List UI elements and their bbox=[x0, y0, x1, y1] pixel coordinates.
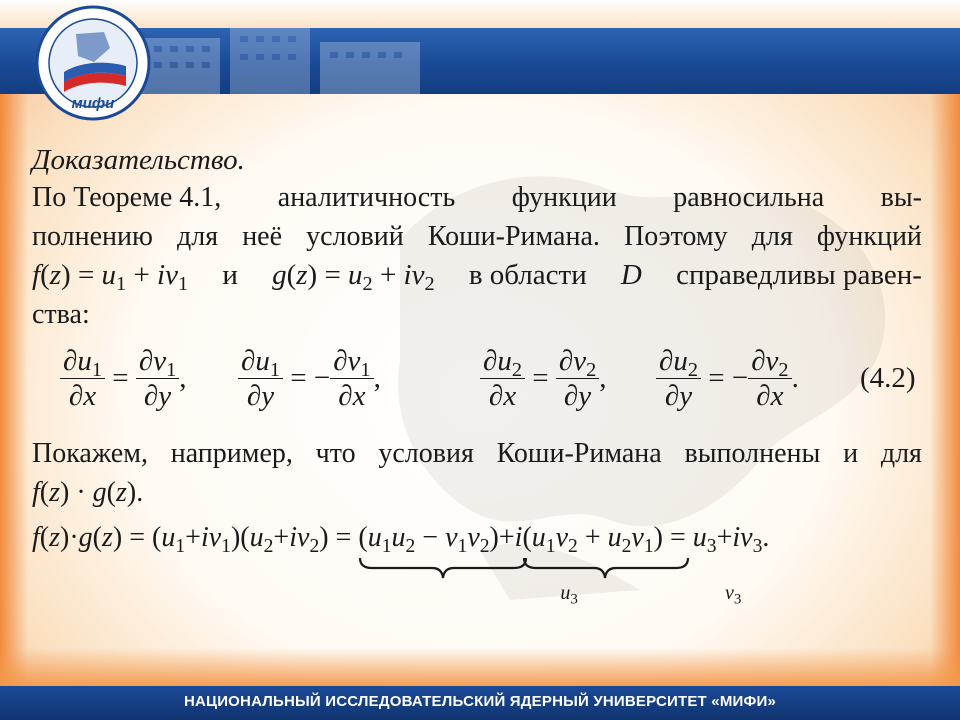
text-line-1: По Теореме 4.1, аналитичность функции равносильна вы- bbox=[32, 182, 922, 213]
footer-university-name: НАЦИОНАЛЬНЫЙ ИССЛЕДОВАТЕЛЬСКИЙ ЯДЕРНЫЙ УНИВЕРСИТЕТ «МИФИ» bbox=[183, 692, 777, 710]
imag-part-group: $(u_1v_2 + u_2v_1)$ $v_3$ bbox=[522, 522, 663, 554]
u3-label: $u_3$ bbox=[560, 582, 578, 608]
building-image bbox=[110, 28, 430, 94]
v3-label: $v_3$ bbox=[725, 582, 742, 608]
proof-paragraph bbox=[32, 178, 922, 334]
equation-number: (4.2) bbox=[860, 361, 916, 394]
show-line-2: f(z) · g(z). bbox=[32, 477, 144, 508]
proof-content bbox=[32, 142, 922, 608]
cr-equation-3: $\frac{\partial u_2}{\partial x}$ = $\frac{\partial v_2}{\partial y}$ , bbox=[480, 338, 606, 418]
footer-bar bbox=[0, 686, 960, 720]
underbrace-u3 bbox=[358, 556, 528, 580]
f-definition: $f(z) = u_1 + iv_1$ bbox=[32, 259, 189, 296]
underbrace-v3 bbox=[522, 556, 690, 580]
mephi-logo bbox=[34, 4, 152, 122]
product-equation: $f(z)\cdot g(z) = (u_1+iv_1)(u_2+iv_2) = (u_1u_2 - v_1v_2)$ $u_3$ $+i(u_1v_2 + u_2v_1)$ $v_3$ = $u_3+iv_3$. bbox=[32, 522, 952, 554]
cr-equation-1: $\frac{\partial u_1}{\partial x}$ = $\frac{\partial v_1}{\partial y}$ , bbox=[60, 338, 186, 418]
real-part-group: $(u_1u_2 - v_1v_2)$ $u_3$ bbox=[358, 522, 499, 554]
right-orange-edge bbox=[930, 90, 960, 690]
cauchy-riemann-equations bbox=[32, 338, 922, 418]
svg-text:мифи: мифи bbox=[71, 95, 115, 112]
text-line-4: ства: bbox=[32, 299, 90, 330]
left-orange-edge bbox=[0, 90, 28, 690]
bottom-orange-edge bbox=[0, 648, 960, 688]
text-line-2: полнению для неё условий Коши-Римана. Поэтому для функций bbox=[32, 221, 922, 252]
text-line-3: $f(z) = u_1 + iv_1$ и $g(z) = u_2 + iv_2$ в области D справедливы равен- bbox=[32, 256, 922, 295]
show-line-1: Покажем, например, что условия Коши-Римана выполнены и для bbox=[32, 438, 922, 469]
proof-title: Доказательство. bbox=[32, 144, 245, 176]
show-paragraph bbox=[32, 434, 922, 512]
cr-equation-2: $\frac{\partial u_1}{\partial y}$ = − $\frac{\partial v_1}{\partial x}$ , bbox=[238, 338, 381, 418]
cr-equation-4: $\frac{\partial u_2}{\partial y}$ = − $\frac{\partial v_2}{\partial x}$ . bbox=[656, 338, 799, 418]
g-definition: $g(z) = u_2 + iv_2$ bbox=[272, 259, 435, 296]
